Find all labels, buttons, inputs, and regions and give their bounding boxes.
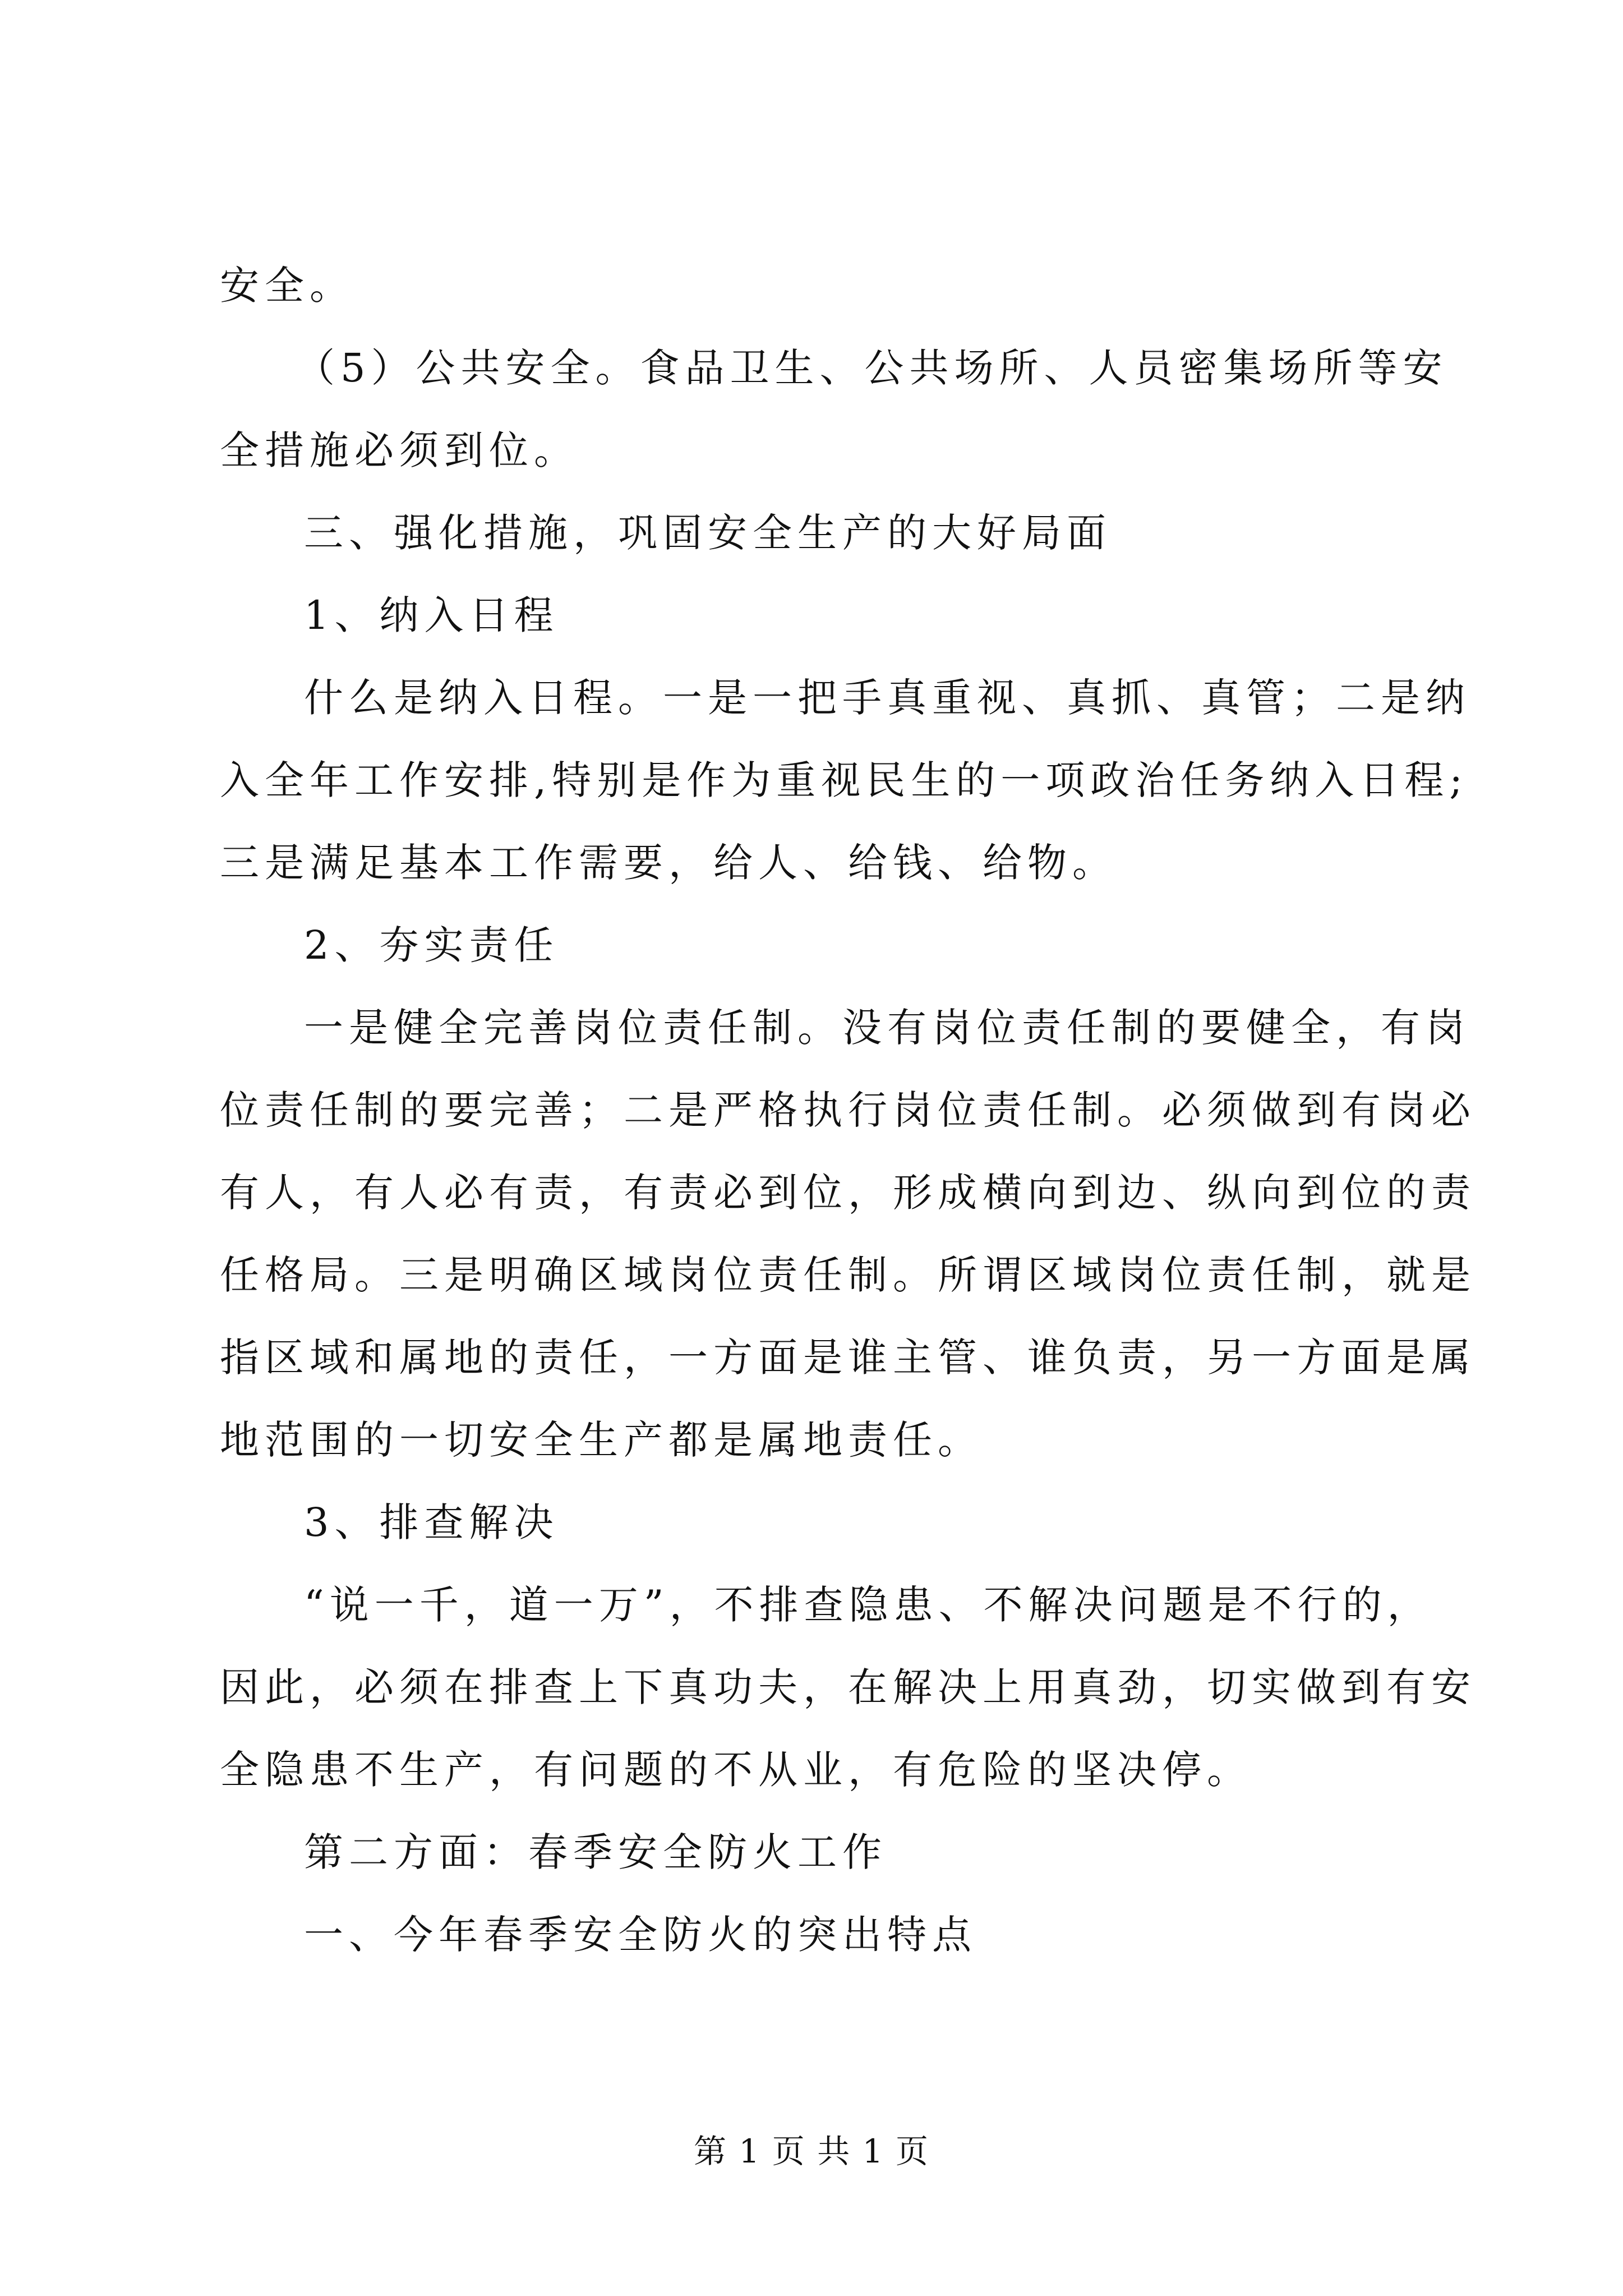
text-line: “说一千，道一万”，不排查隐患、不解决问题是不行的，	[304, 1582, 1432, 1628]
section-heading: 三、强化措施，巩固安全生产的大好局面	[304, 510, 1112, 556]
page-footer	[0, 2129, 1623, 2174]
document-body	[220, 245, 1476, 1976]
text-line: 有人，有人必有责，有责必到位，形成横向到边、纵向到位的责	[220, 1170, 1476, 1216]
text-line: 任格局。三是明确区域岗位责任制。所谓区域岗位责任制，就是	[220, 1252, 1476, 1298]
subsection-heading: 1、纳入日程	[304, 592, 559, 638]
text-line: 入全年工作安排,特别是作为重视民生的一项政治任务纳入日程;	[220, 757, 1468, 803]
text-line: 因此，必须在排查上下真功夫，在解决上用真劲，切实做到有安	[220, 1664, 1476, 1710]
text-line: 什么是纳入日程。一是一把手真重视、真抓、真管；二是纳	[304, 675, 1470, 721]
text-line: 地范围的一切安全生产都是属地责任。	[220, 1417, 983, 1463]
subsection-heading: 2、夯实责任	[304, 922, 559, 968]
section-heading: 第二方面：春季安全防火工作	[304, 1829, 887, 1875]
subsection-heading: 3、排查解决	[304, 1499, 559, 1545]
text-line: 指区域和属地的责任，一方面是谁主管、谁负责，另一方面是属	[220, 1335, 1476, 1381]
text-line: 全措施必须到位。	[220, 427, 579, 473]
text-line: 三是满足基本工作需要，给人、给钱、给物。	[220, 840, 1117, 886]
section-heading: 一、今年春季安全防火的突出特点	[304, 1912, 977, 1958]
text-line: 位责任制的要完善；二是严格执行岗位责任制。必须做到有岗必	[220, 1087, 1476, 1133]
text-line: 安全。	[220, 263, 354, 309]
page-number-label: 第 1 页 共 1 页	[694, 2132, 929, 2170]
text-line: 全隐患不生产，有问题的不从业，有危险的坚决停。	[220, 1747, 1252, 1793]
text-line: （5）公共安全。食品卫生、公共场所、人员密集场所等安	[296, 345, 1448, 391]
text-line: 一是健全完善岗位责任制。没有岗位责任制的要健全，有岗	[304, 1005, 1470, 1051]
